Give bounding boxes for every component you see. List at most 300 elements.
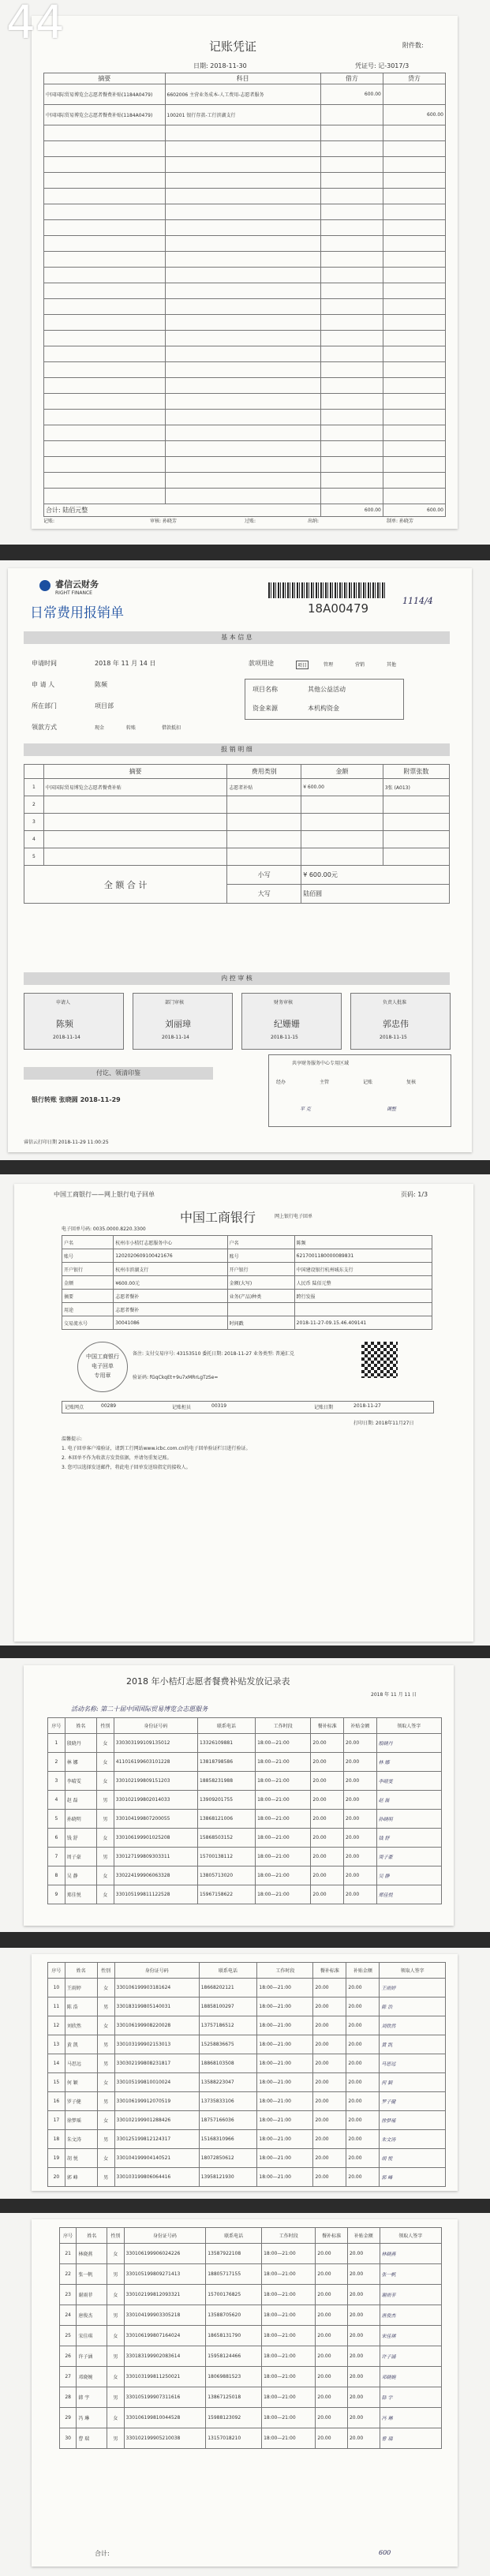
subsidy-cell: 20.00 bbox=[347, 2326, 380, 2346]
subsidy-cell: 18:00—21:00 bbox=[256, 1791, 311, 1810]
subsidy-cell: 20.00 bbox=[344, 1791, 377, 1810]
subsidy-header: 姓名 bbox=[65, 1963, 97, 1979]
subsidy-cell: 20.00 bbox=[313, 2168, 346, 2187]
subsidy-header: 序号 bbox=[48, 1963, 65, 1979]
voucher-empty-cell bbox=[44, 441, 166, 457]
voucher-empty-cell bbox=[165, 283, 320, 299]
subsidy-cell: 吴 静 bbox=[376, 1866, 441, 1885]
receipt-key: 开户银行 bbox=[227, 1263, 294, 1276]
receipt-value: 1202020609100421676 bbox=[114, 1249, 227, 1263]
subsidy-cell: 女 bbox=[97, 1979, 114, 1998]
subsidy-cell: 13735833106 bbox=[199, 2092, 257, 2111]
voucher-total-label: 合计: 陆佰元整 bbox=[44, 504, 321, 517]
voucher-empty-cell bbox=[320, 378, 383, 394]
subsidy-cell: 20.00 bbox=[316, 2387, 348, 2408]
subsidy-cell: 陈 浩 bbox=[380, 1998, 446, 2016]
receipt-key: 户名 bbox=[62, 1236, 114, 1249]
subsidy-cell: 20.00 bbox=[346, 2054, 380, 2073]
subsidy-cell: 330102199809151203 bbox=[114, 1772, 197, 1791]
review-step-date: 2018-11-14 bbox=[162, 1035, 189, 1040]
pay-option-offset[interactable]: 借款抵扣 bbox=[162, 725, 181, 731]
voucher-empty-cell bbox=[383, 346, 445, 362]
subsidy-cell: 20.00 bbox=[347, 2285, 380, 2305]
dept: 项目部 bbox=[95, 702, 114, 710]
review-step-role: 财务审核 bbox=[274, 1000, 294, 1005]
subsidy-cell: 唐俊杰 bbox=[77, 2305, 107, 2326]
subsidy-cell: 330104199903305218 bbox=[124, 2305, 206, 2326]
big-label: 大写 bbox=[227, 885, 301, 904]
subsidy-cell: 20.00 bbox=[346, 2073, 380, 2092]
receipt-value: 志愿者餐补 bbox=[114, 1303, 227, 1316]
subsidy-cell: 20.00 bbox=[311, 1791, 344, 1810]
subsidy-cell: 20.00 bbox=[347, 2428, 380, 2449]
subsidy-cell: 女 bbox=[97, 2016, 114, 2035]
bank-stamp bbox=[77, 1342, 128, 1392]
subsidy-cell: 18858100297 bbox=[199, 1998, 257, 2016]
voucher-empty-row bbox=[44, 173, 446, 189]
voucher-empty-row bbox=[44, 410, 446, 425]
voucher-empty-cell bbox=[320, 204, 383, 220]
subsidy-header: 补贴金额 bbox=[346, 1963, 380, 1979]
subsidy-header: 补贴金额 bbox=[347, 2228, 380, 2244]
subsidy-cell: 20.00 bbox=[313, 2016, 346, 2035]
subsidy-cell: 18757166036 bbox=[199, 2111, 257, 2130]
small-value: ¥ 600.00元 bbox=[301, 866, 450, 885]
project: 其他公益活动 bbox=[308, 686, 346, 693]
subsidy-cell: 330183199805140031 bbox=[114, 1998, 199, 2016]
subsidy-cell: 20.00 bbox=[346, 2016, 380, 2035]
subsidy-cell: 20.00 bbox=[316, 2285, 348, 2305]
subsidy-cell: 李晴雯 bbox=[65, 1772, 96, 1791]
voucher-empty-row bbox=[44, 236, 446, 252]
voucher-row-account: 6602006 主营业务成本-人工费用-志愿者服务 bbox=[165, 84, 320, 105]
subsidy-cell: 23 bbox=[60, 2285, 77, 2305]
subsidy-header: 姓名 bbox=[65, 1718, 96, 1734]
voucher-empty-cell bbox=[320, 268, 383, 283]
subsidy-header: 领取人签字 bbox=[380, 1963, 446, 1979]
subsidy-cell: 20.00 bbox=[311, 1829, 344, 1848]
subsidy-header-row bbox=[48, 1963, 446, 1979]
voucher-empty-cell bbox=[383, 331, 445, 346]
subsidy-cell: 男 bbox=[97, 2054, 114, 2073]
pay-label: 领款方式 bbox=[32, 724, 57, 731]
voucher-empty-cell bbox=[165, 220, 320, 236]
voucher-empty-row bbox=[44, 204, 446, 220]
subsidy-cell: 20.00 bbox=[316, 2408, 348, 2428]
subsidy-cell: 20.00 bbox=[346, 1998, 380, 2016]
subsidy-cell: 18:00—21:00 bbox=[262, 2387, 316, 2408]
subsidy-cell: 15700176825 bbox=[206, 2285, 262, 2305]
fund: 本机构资金 bbox=[308, 705, 339, 712]
subsidy-cell: 林 娜 bbox=[376, 1753, 441, 1772]
detail-cell-summary bbox=[43, 796, 227, 814]
receipt-value: 2018-11-27-09.15.46.409141 bbox=[294, 1316, 432, 1330]
receipt-key: 时间戳 bbox=[227, 1316, 294, 1330]
voucher-empty-cell bbox=[165, 141, 320, 157]
subsidy-cell: 330125199812124317 bbox=[114, 2130, 199, 2149]
voucher-empty-cell bbox=[383, 299, 445, 315]
detail-cell-summary bbox=[43, 831, 227, 848]
voucher-empty-cell bbox=[320, 457, 383, 473]
applicant-label: 申 请 人 bbox=[32, 681, 55, 688]
subsidy-cell: 女 bbox=[107, 2408, 124, 2428]
receipt-top-right: 页码: 1/3 bbox=[401, 1191, 428, 1198]
subsidy-cell: 18668202121 bbox=[199, 1979, 257, 1998]
subsidy-cell: 18:00—21:00 bbox=[256, 1848, 311, 1866]
voucher-empty-cell bbox=[44, 362, 166, 378]
share-label-handler: 经办 bbox=[276, 1080, 286, 1085]
subsidy-cell: 女 bbox=[97, 1753, 114, 1772]
voucher-footer-review: 审核: 孙晓芳 bbox=[150, 519, 177, 524]
voucher-empty-cell bbox=[383, 157, 445, 173]
brand-sub: RIGHT FINANCE bbox=[55, 590, 92, 596]
voucher-empty-cell bbox=[44, 204, 166, 220]
subsidy-cell: 20.00 bbox=[311, 1885, 344, 1904]
voucher-row-account: 100201 银行存款-工行滨湖支行 bbox=[165, 105, 320, 125]
subsidy-header: 餐补标准 bbox=[313, 1963, 346, 1979]
voucher-attach: 附件数: bbox=[402, 42, 424, 49]
subsidy-cell: 20.00 bbox=[344, 1829, 377, 1848]
subsidy-cell: 411016199603101228 bbox=[114, 1753, 197, 1772]
voucher-empty-cell bbox=[165, 331, 320, 346]
subsidy-header: 餐补标准 bbox=[311, 1718, 344, 1734]
detail-cell-summary bbox=[43, 848, 227, 866]
date-value: 2018-11-27 bbox=[353, 1403, 381, 1409]
voucher-empty-cell bbox=[383, 394, 445, 410]
subsidy-cell: 6 bbox=[48, 1829, 65, 1848]
detail-cell-category bbox=[227, 796, 301, 814]
voucher-empty-cell bbox=[165, 410, 320, 425]
subsidy-cell: 男 bbox=[97, 1791, 114, 1810]
subsidy-cell: 钱 舒 bbox=[376, 1829, 441, 1848]
separator bbox=[0, 2199, 490, 2213]
voucher-header-debit: 借方 bbox=[320, 73, 383, 84]
receipt-value: 杭州市滨湖支行 bbox=[114, 1263, 227, 1276]
subsidy-cell: 邓晓婉 bbox=[77, 2367, 107, 2387]
purpose-option-project[interactable]: 项目 bbox=[296, 661, 309, 669]
voucher-empty-cell bbox=[165, 473, 320, 489]
detail-header-no bbox=[24, 765, 44, 779]
subsidy-cell: 18:00—21:00 bbox=[257, 2092, 313, 2111]
share-label-supervisor: 主管 bbox=[320, 1080, 330, 1085]
voucher-empty-cell bbox=[44, 125, 166, 141]
subsidy-cell: 20.00 bbox=[313, 2130, 346, 2149]
voucher-empty-cell bbox=[165, 489, 320, 504]
subsidy-cell: 15958124466 bbox=[206, 2346, 262, 2367]
review-step bbox=[133, 993, 233, 1050]
subsidy-cell: 赵 磊 bbox=[65, 1791, 96, 1810]
share-label-check: 复核 bbox=[406, 1080, 417, 1085]
subsidy-cell: 13868121006 bbox=[198, 1810, 256, 1829]
subsidy-cell: 18 bbox=[48, 2130, 65, 2149]
subsidy-cell: 18:00—21:00 bbox=[262, 2408, 316, 2428]
subsidy-row bbox=[48, 1998, 446, 2016]
subsidy-cell: 13818798586 bbox=[198, 1753, 256, 1772]
subsidy-cell: 29 bbox=[60, 2408, 77, 2428]
subsidy-header: 性别 bbox=[97, 1718, 114, 1734]
subsidy-cell: 王雨婷 bbox=[65, 1979, 97, 1998]
subsidy-cell: 20.00 bbox=[313, 2149, 346, 2168]
subsidy-cell: 330102199905210038 bbox=[124, 2428, 206, 2449]
detail-cell-tickets bbox=[383, 814, 449, 831]
pay-option-cash[interactable]: 现金 bbox=[95, 725, 105, 731]
receipt-key: 交易流水号 bbox=[62, 1316, 114, 1330]
subsidy-cell: 330105199809271413 bbox=[124, 2264, 206, 2285]
voucher-empty-cell bbox=[165, 173, 320, 189]
subsidy-cell: 330102199802014033 bbox=[114, 1791, 197, 1810]
subsidy-row bbox=[60, 2346, 442, 2367]
detail-cell-category bbox=[227, 831, 301, 848]
subsidy-cell: 18:00—21:00 bbox=[256, 1885, 311, 1904]
subsidy-cell: 330106199903181624 bbox=[114, 1979, 199, 1998]
detail-cell-tickets bbox=[383, 796, 449, 814]
voucher-empty-row bbox=[44, 157, 446, 173]
detail-cell-no: 3 bbox=[24, 814, 44, 831]
subsidy-row bbox=[48, 1866, 442, 1885]
subsidy-cell: 20.00 bbox=[346, 2092, 380, 2111]
subsidy-cell: 20.00 bbox=[313, 2073, 346, 2092]
detail-cell-tickets bbox=[383, 848, 449, 866]
subsidy-row bbox=[60, 2244, 442, 2264]
voucher-number: 凭证号: 记-3017/3 bbox=[355, 62, 410, 69]
subsidy-cell: 周子豪 bbox=[65, 1848, 96, 1866]
subsidy-cell: 18:00—21:00 bbox=[256, 1753, 311, 1772]
subsidy-cell: 20.00 bbox=[311, 1753, 344, 1772]
subsidy-cell: 330102199901288426 bbox=[114, 2111, 199, 2130]
expense-sheet bbox=[8, 568, 472, 1152]
subsidy-row bbox=[60, 2305, 442, 2326]
subsidy-cell: 330127199809303311 bbox=[114, 1848, 197, 1866]
subsidy-cell: 何 颖 bbox=[380, 2073, 446, 2092]
subsidy-cell: 男 bbox=[107, 2305, 124, 2326]
subsidy-cell: 郑佳悦 bbox=[376, 1885, 441, 1904]
record-label: 记账网点 bbox=[65, 1405, 84, 1410]
pay-option-transfer[interactable]: 转账 bbox=[126, 725, 137, 731]
subsidy-cell: 330103199806064416 bbox=[114, 2168, 199, 2187]
receipt-bank: 中国工商银行 bbox=[180, 1210, 256, 1225]
detail-header-summary: 摘要 bbox=[43, 765, 227, 779]
voucher-empty-cell bbox=[44, 268, 166, 283]
subsidy-cell: 18:00—21:00 bbox=[257, 2073, 313, 2092]
receipt-row bbox=[62, 1236, 432, 1249]
subsidy-table bbox=[47, 1962, 446, 2187]
voucher-empty-row bbox=[44, 394, 446, 410]
subsidy-header: 姓名 bbox=[77, 2228, 107, 2244]
subsidy-cell: 13326109881 bbox=[198, 1734, 256, 1753]
subsidy-cell: 20.00 bbox=[346, 1979, 380, 1998]
subsidy-cell: 9 bbox=[48, 1885, 65, 1904]
subsidy-cell: 2 bbox=[48, 1753, 65, 1772]
receipt-value bbox=[294, 1303, 432, 1316]
subsidy-cell: 20.00 bbox=[347, 2346, 380, 2367]
subsidy-cell: 18:00—21:00 bbox=[256, 1829, 311, 1848]
purpose-label: 款项用途 bbox=[249, 660, 274, 667]
voucher-empty-cell bbox=[44, 378, 166, 394]
voucher-empty-row bbox=[44, 362, 446, 378]
receipt-key bbox=[227, 1303, 294, 1316]
subsidy-cell: 17 bbox=[48, 2111, 65, 2130]
subsidy-cell: 刘欣然 bbox=[65, 2016, 97, 2035]
voucher-empty-cell bbox=[320, 489, 383, 504]
detail-cell-category bbox=[227, 814, 301, 831]
detail-row bbox=[24, 814, 450, 831]
subsidy-row bbox=[48, 2073, 446, 2092]
subsidy-cell: 罗子健 bbox=[65, 2092, 97, 2111]
purpose-option-other[interactable]: 其他 bbox=[387, 662, 397, 668]
voucher-empty-cell bbox=[165, 268, 320, 283]
subsidy-cell: 许子涵 bbox=[77, 2346, 107, 2367]
detail-row bbox=[24, 848, 450, 866]
apply-date: 2018 年 11 月 14 日 bbox=[95, 660, 156, 667]
subsidy-cell: 21 bbox=[60, 2244, 77, 2264]
voucher-empty-cell bbox=[44, 220, 166, 236]
voucher-empty-cell bbox=[320, 141, 383, 157]
subsidy-cell: 钱 舒 bbox=[65, 1829, 96, 1848]
voucher-empty-cell bbox=[320, 220, 383, 236]
voucher-empty-cell bbox=[320, 173, 383, 189]
review-bar: 内 控 审 核 bbox=[24, 972, 450, 985]
subsidy-cell: 20.00 bbox=[311, 1866, 344, 1885]
subsidy-cell: 徐梦瑶 bbox=[380, 2111, 446, 2130]
subsidy-cell: 20.00 bbox=[316, 2264, 348, 2285]
subsidy-cell: 18868103508 bbox=[199, 2054, 257, 2073]
print-date: 打印日期: 2018年11月27日 bbox=[353, 1421, 414, 1426]
voucher-empty-cell bbox=[383, 441, 445, 457]
subsidy-cell: 林 娜 bbox=[65, 1753, 96, 1772]
receipt-row bbox=[62, 1290, 432, 1303]
stamp-line: 中国工商银行 bbox=[86, 1354, 119, 1360]
voucher-empty-cell bbox=[320, 394, 383, 410]
stamp-line: 专用章 bbox=[94, 1372, 111, 1379]
subsidy-cell: 胡 悦 bbox=[65, 2149, 97, 2168]
receipt-key: 账号 bbox=[62, 1249, 114, 1263]
receipt-memo: 备注: 支付交易序号: 43153510 委托日期: 2018-11-27 业务类型: 普通汇兑 bbox=[133, 1351, 294, 1357]
voucher-empty-cell bbox=[44, 283, 166, 299]
subsidy-cell: 男 bbox=[97, 2168, 114, 2187]
subsidy-cell: 冯 琳 bbox=[380, 2408, 441, 2428]
voucher-empty-cell bbox=[320, 283, 383, 299]
subsidy-cell: 男 bbox=[97, 2035, 114, 2054]
subsidy-cell: 15868503152 bbox=[198, 1829, 256, 1848]
subsidy-cell: 女 bbox=[97, 2073, 114, 2092]
subsidy-cell: 马思远 bbox=[65, 2054, 97, 2073]
voucher-empty-cell bbox=[44, 236, 166, 252]
subsidy-row bbox=[48, 2092, 446, 2111]
subsidy-cell: 20.00 bbox=[311, 1772, 344, 1791]
voucher-empty-cell bbox=[44, 394, 166, 410]
subsidy-cell: 20.00 bbox=[344, 1734, 377, 1753]
voucher-empty-cell bbox=[165, 441, 320, 457]
receipt-verify: 验证码: fGqCkqEt+9u7xMRrLgTzSe= bbox=[133, 1375, 219, 1380]
subsidy-event: 活动名称: 第二十届中国国际贸易博览会志愿服务 bbox=[71, 1705, 208, 1713]
subsidy-cell: 冯 琳 bbox=[77, 2408, 107, 2428]
purpose-option-marketing[interactable]: 营销 bbox=[355, 662, 365, 668]
subsidy-cell: 20.00 bbox=[316, 2428, 348, 2449]
receipt-value: 杭州市小桔灯志愿服务中心 bbox=[114, 1236, 227, 1249]
voucher-empty-cell bbox=[383, 268, 445, 283]
voucher-empty-cell bbox=[383, 252, 445, 268]
voucher-empty-cell bbox=[320, 425, 383, 441]
voucher-empty-cell bbox=[320, 125, 383, 141]
voucher-empty-cell bbox=[165, 346, 320, 362]
subsidy-cell: 18:00—21:00 bbox=[262, 2285, 316, 2305]
subsidy-cell: 330105199907311616 bbox=[124, 2387, 206, 2408]
subsidy-row bbox=[60, 2387, 442, 2408]
subsidy-cell: 20.00 bbox=[313, 2092, 346, 2111]
detail-table bbox=[24, 764, 450, 904]
subsidy-row bbox=[60, 2428, 442, 2449]
subsidy-row bbox=[60, 2326, 442, 2346]
subsidy-table bbox=[47, 1717, 442, 1904]
subsidy-cell: 25 bbox=[60, 2326, 77, 2346]
subsidy-cell: 男 bbox=[107, 2264, 124, 2285]
subsidy-header: 身份证号码 bbox=[114, 1963, 199, 1979]
detail-cell-amount bbox=[301, 796, 383, 814]
subsidy-cell: 20.00 bbox=[313, 2111, 346, 2130]
subsidy-cell: 7 bbox=[48, 1848, 65, 1866]
subsidy-cell: 330103199902153013 bbox=[114, 2035, 199, 2054]
voucher-empty-cell bbox=[320, 236, 383, 252]
subsidy-header-row bbox=[60, 2228, 442, 2244]
subsidy-date: 2018 年 11 月 11 日 bbox=[371, 1692, 417, 1698]
voucher-empty-cell bbox=[383, 173, 445, 189]
voucher-empty-cell bbox=[165, 252, 320, 268]
notes-line: 1. 电子回单客户端验证，请到工行网站www.icbc.com.cn的电子回单验证栏目进行验证。 bbox=[62, 1446, 251, 1451]
detail-header-amount: 金额 bbox=[301, 765, 383, 779]
voucher-empty-row bbox=[44, 299, 446, 315]
subsidy-cell: 郑佳悦 bbox=[65, 1885, 96, 1904]
page-marker: 44 bbox=[6, 0, 65, 49]
subsidy-header: 补贴金额 bbox=[344, 1718, 377, 1734]
subsidy-cell: 20.00 bbox=[316, 2305, 348, 2326]
share-name-handler: 平 克 bbox=[300, 1106, 311, 1112]
subsidy-cell: 15168310966 bbox=[199, 2130, 257, 2149]
voucher-empty-cell bbox=[383, 236, 445, 252]
voucher-empty-cell bbox=[383, 315, 445, 331]
subsidy-cell: 18069881523 bbox=[206, 2367, 262, 2387]
subsidy-cell: 330105199811122528 bbox=[114, 1885, 197, 1904]
stamp-line: 电子回单 bbox=[92, 1363, 114, 1369]
subsidy-header: 序号 bbox=[60, 2228, 77, 2244]
subsidy-cell: 22 bbox=[60, 2264, 77, 2285]
voucher-empty-cell bbox=[165, 315, 320, 331]
subsidy-title: 2018 年小桔灯志愿者餐费补贴发放记录表 bbox=[126, 1676, 290, 1687]
voucher-empty-cell bbox=[44, 141, 166, 157]
subsidy-cell: 宋佳琪 bbox=[77, 2326, 107, 2346]
voucher-empty-row bbox=[44, 268, 446, 283]
subsidy-cell: 20.00 bbox=[344, 1885, 377, 1904]
subsidy-cell: 男 bbox=[97, 1810, 114, 1829]
subsidy-cell: 曹 瑞 bbox=[380, 2428, 441, 2449]
receipt-number: 电子回单号码: 0035.0000.8220.3300 bbox=[62, 1226, 146, 1232]
subsidy-cell: 20.00 bbox=[344, 1772, 377, 1791]
subsidy-header: 领取人签字 bbox=[376, 1718, 441, 1734]
subsidy-cell: 18:00—21:00 bbox=[257, 2035, 313, 2054]
subsidy-header: 序号 bbox=[48, 1718, 65, 1734]
subsidy-cell: 朱文涛 bbox=[380, 2130, 446, 2149]
notes-line: 3. 您可以选择发送邮件，将此电子回单发送给指定的接收人。 bbox=[62, 1465, 191, 1470]
subsidy-cell: 20.00 bbox=[313, 1979, 346, 1998]
subsidy-cell: 18:00—21:00 bbox=[256, 1866, 311, 1885]
review-step-name: 刘丽璋 bbox=[165, 1019, 191, 1029]
print-note: 睿信云打印日期 2018-11-29 11:00:25 bbox=[24, 1140, 109, 1145]
purpose-option-admin[interactable]: 管理 bbox=[324, 662, 334, 668]
subsidy-cell: 女 bbox=[107, 2244, 124, 2264]
subsidy-cell: 330104199904140521 bbox=[114, 2149, 199, 2168]
voucher-empty-row bbox=[44, 473, 446, 489]
record-value: 00289 bbox=[101, 1403, 117, 1409]
review-step bbox=[24, 993, 124, 1050]
